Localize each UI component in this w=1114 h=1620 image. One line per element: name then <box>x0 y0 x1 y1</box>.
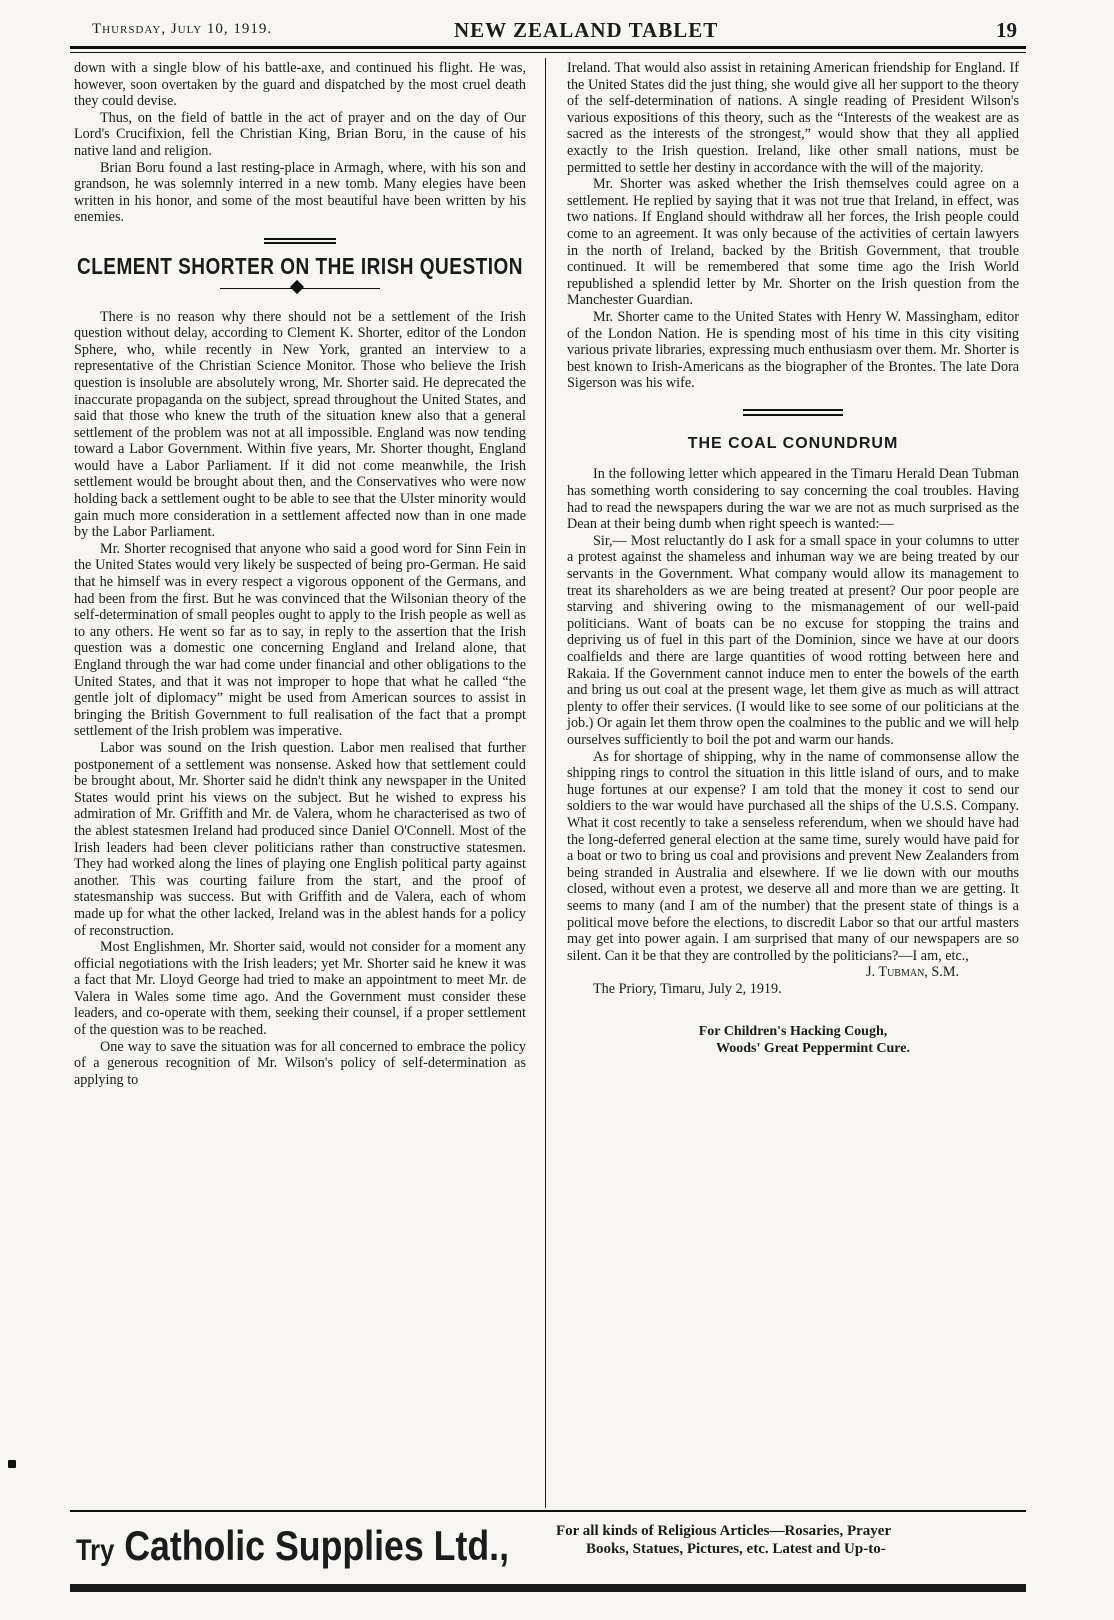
paragraph: Mr. Shorter was asked whether the Irish themselves could agree on a settlement. He replied by saying that it was not true that Ireland, in effect, was two nations. If England should withdraw all her forces, the Irish people could come to an agreement. It was only because of the activities of certain lawyers in the north of Ireland, backed by the British Government, that trouble continued. It will be remembered that some time ago the Irish World republished a splendid letter by Mr. Shorter on the Irish question from the Manchester Guardian. <box>567 176 1019 309</box>
section-separator <box>743 406 843 420</box>
left-column <box>74 60 526 1088</box>
margin-mark <box>8 1460 16 1468</box>
paragraph: There is no reason why there should not be a settlement of the Irish question without delay, according to Clement K. Shorter, editor of the London Sphere, who, while recently in New York, granted an interview to a representative of the Christian Science Monitor. Those who believe the Irish question is insoluble are absolutely wrong, Mr. Shorter said. He deprecated the inaccurate propaganda on the subject, spread throughout the United States, and said that those who knew the truth of the situation knew also that a general settlement of the problem was not at all impossible. England was now tending toward a Labor Government. Within five years, Mr. Shorter thought, England would have a Labor Parliament. If it did not come meanwhile, the Irish settlement would be brought about then, and the Conservatives who were now holding back a settlement ought to be able to see that the Ulster minority would gain much more consideration in a settlement affected now than in one made by the Labor Parliament. <box>74 308 526 541</box>
letter-signature: J. Tubman, S.M. <box>866 964 959 981</box>
coal-headline: THE COAL CONUNDRUM <box>687 434 899 452</box>
paragraph: Brian Boru found a last resting-place in Armagh, where, with his son and grandson, he was solemnly interred in a new tomb. Many elegies have been written in his honor, and some of the most beautiful have been written by his enemies. <box>74 159 526 226</box>
footer-rule <box>70 1510 1026 1512</box>
footer-tagline-line: For all kinds of Religious Articles—Rosaries, Prayer <box>556 1523 892 1539</box>
masthead <box>70 18 1025 44</box>
issue-date: Thursday, July 10, 1919. <box>92 21 273 37</box>
footer-tagline-line: Books, Statues, Pictures, etc. Latest and Up-to- <box>586 1541 886 1557</box>
right-column <box>567 60 1019 1057</box>
paragraph: Most Englishmen, Mr. Shorter said, would not consider for a moment any official negotiations with the Irish leaders; yet Mr. Shorter said he knew it was a fact that Mr. Lloyd George had tried to make an appointment to meet Mr. de Valera in Wales some time ago. And the Government must consider these leaders, and co-operate with them, seeking their counsel, if a proper settlement of the question was to be reached. <box>74 939 526 1039</box>
paragraph: In the following letter which appeared in the Timaru Herald Dean Tubman has something worth considering to say concerning the coal troubles. Having had to read the newspapers during the war we are not as much surprised as the Dean at their being dumb when right speech is wanted:— <box>567 466 1019 533</box>
paragraph: Sir,— Most reluctantly do I ask for a small space in your columns to utter a protest against the shameless and inhuman way we are being treated by our servants in the Government. What company would allow its management to treat its shareholders as we are being treated at present? Our poor people are starving and shivering owing to the mismanagement of our well-paid politicians. Want of boats can be no excuse for stopping the trains and depriving us of fuel in this part of the Dominion, since we have at our doors coalfields and there are large quantities of wood rotting between here and Rakaia. If the Government cannot induce men to enter the bowels of the earth and bring us out coal at the present wage, let them give as much as will attract plenty to offer their services. (I would like to see some of our politicians at the job.) Or again let them throw open the coalmines to the public and we will help ourselves sufficiently to boil the pot and warm our hands. <box>567 532 1019 748</box>
ad-line: Woods' Great Peppermint Cure. <box>716 1041 910 1057</box>
footer-brand <box>76 1522 509 1570</box>
page-number: 19 <box>996 18 1017 42</box>
cough-cure-ad <box>567 1023 1019 1057</box>
header-rule-thin <box>70 52 1026 53</box>
letter-place-date: The Priory, Timaru, July 2, 1919. <box>593 980 782 997</box>
paragraph: Labor was sound on the Irish question. Labor men realised that further postponement of a settlement was nonsense. Asked how that settlement could be brought about, Mr. Shorter said he didn't think any newspaper in the United States would print his views on the subject. But he wished to express his admiration of Mr. Griffith and Mr. de Valera, whom he characterised as two of the ablest statesmen Ireland had produced since Daniel O'Connell. Most of the Irish leaders had been clever politicians rather than constructive statesmen. They had worked along the lines of playing one English political party against another. This was courting failure from the start, and the proof of statesmanship was success. But with Griffith and de Valera, each of whom made up for what the other lacked, Ireland was in the ablest hands for a policy of reconstruction. <box>74 739 526 939</box>
footer-company: Catholic Supplies Ltd., <box>124 1522 509 1569</box>
footer-try: Try <box>76 1534 115 1567</box>
paragraph: Mr. Shorter came to the United States with Henry W. Massingham, editor of the London Nation. He is spending most of his time in this city visiting various private libraries, expressing much enthusiasm over them. Mr. Shorter is best known to Irish-Americans as the biographer of the Brontes. The late Dora Sigerson was his wife. <box>567 308 1019 392</box>
footer-advertisement <box>70 1516 1026 1592</box>
headline-ornament <box>220 285 380 293</box>
section-separator <box>264 234 336 248</box>
footer-bar <box>70 1584 1026 1592</box>
article-headline: CLEMENT SHORTER ON THE IRISH QUESTION <box>76 254 524 280</box>
footer-tagline <box>556 1522 1026 1558</box>
paragraph: Thus, on the field of battle in the act of prayer and on the day of Our Lord's Crucifixion, fell the Christian King, Brian Boru, in the cause of his native land and religion. <box>74 109 526 159</box>
column-divider <box>545 58 546 1508</box>
paragraph: As for shortage of shipping, why in the name of commonsense allow the shipping rings to control the situation in this little island of ours, and to make huge fortunes at our expense? I am told that the money it cost to send our soldiers to the war would have purchased all the ships of the U.S.S. Company. What it cost recently to take a senseless referendum, when we should have had the long-deferred general election at the same time, surely would have paid for a boat or two to bring us coal and provisions and prevent New Zealanders from being stranded in Australia and elsewhere. If we lie down with our mouths closed, without even a protest, we deserve all and more than we are getting. It seems to many (and I am of the number) that the present state of things is a political move before the elections, to discredit Labor so that our artful masters may get into power again. I am surprised that many of our newspapers are so silent. Can it be that they are controlled by the politicians?—I am, etc., <box>567 748 1019 964</box>
paragraph: down with a single blow of his battle-axe, and continued his flight. He was, however, soon overtaken by the guard and dispatched by the most cruel death they could devise. <box>74 60 526 110</box>
newspaper-title: NEW ZEALAND TABLET <box>454 18 719 42</box>
ad-line: For Children's Hacking Cough, <box>698 1024 888 1040</box>
paragraph: Ireland. That would also assist in retaining American friendship for England. If the United States did the just thing, she would give all her support to the theory of the self-determination of nations. A single reading of President Wilson's various expositions of this theory, such as the “Interests of the weakest are as sacred as the interests of the strongest,” would show that they all applied exactly to the Irish question. Ireland, like other small nations, must be permitted to settle her destiny in accordance with the will of the majority. <box>567 60 1019 176</box>
paragraph: One way to save the situation was for all concerned to embrace the policy of a generous recognition of Mr. Wilson's policy of self-determination as applying to <box>74 1038 526 1088</box>
header-rule <box>70 46 1026 49</box>
paragraph: Mr. Shorter recognised that anyone who said a good word for Sinn Fein in the United States would very likely be suspected of being pro-German. He said that he himself was in every respect a vigorous opponent of the Germans, and had been from the first. But he was convinced that the Wilsonian theory of the self-determination of small peoples ought to apply to the Irish people as well as to any others. He went so far as to say, in reply to the assertion that the Irish question was a domestic one concerning England and Ireland alone, that England through the war had come under financial and other obligations to the United States, and that it was not improper to hope that what he called “the gentle jolt of diplomacy” might be used from American sources to assist in bringing the British Government to full realisation of the fact that a prompt settlement of the Irish problem was imperative. <box>74 540 526 740</box>
